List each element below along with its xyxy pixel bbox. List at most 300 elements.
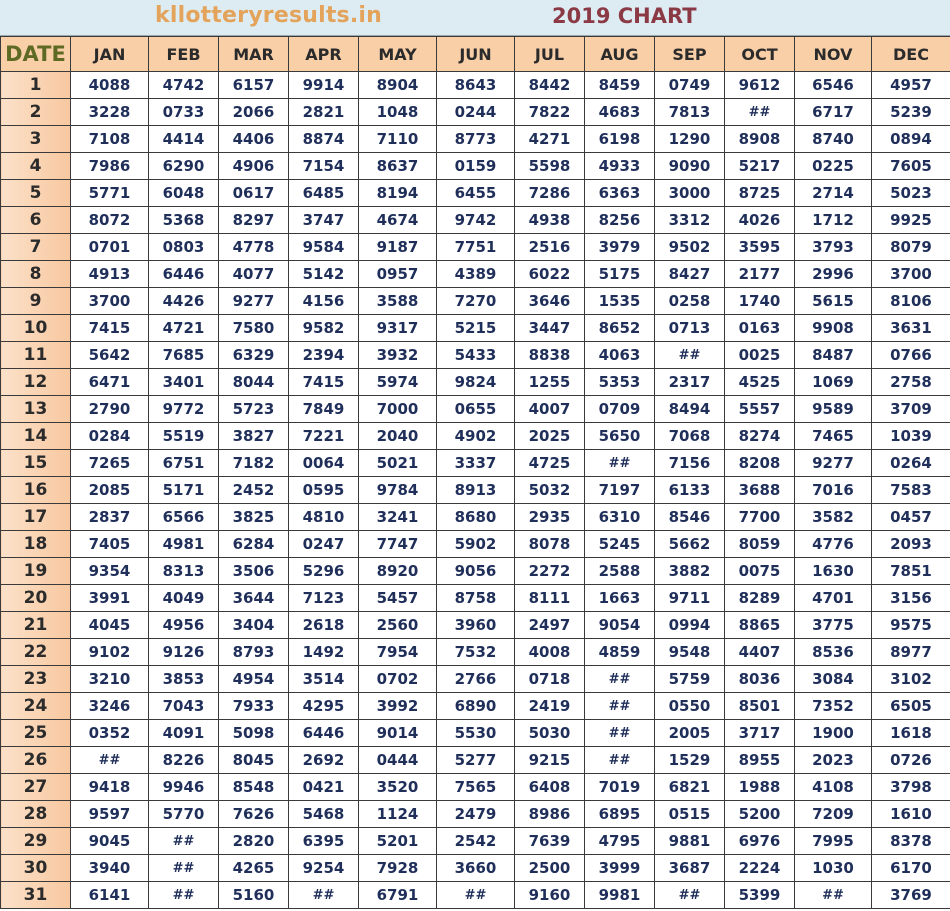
month-header-sep: SEP xyxy=(655,37,725,72)
result-cell: 4906 xyxy=(219,153,289,180)
result-cell: 5245 xyxy=(585,531,655,558)
result-cell: 7352 xyxy=(795,693,872,720)
result-cell: 5642 xyxy=(71,342,149,369)
table-row xyxy=(1,315,950,342)
table-row xyxy=(1,450,950,477)
result-cell: 0244 xyxy=(437,99,515,126)
month-header-jan: JAN xyxy=(71,37,149,72)
result-cell: 2272 xyxy=(515,558,585,585)
chart-title: 2019 CHART xyxy=(552,4,697,28)
result-cell: 5615 xyxy=(795,288,872,315)
result-cell: 9160 xyxy=(515,882,585,909)
result-cell: 5902 xyxy=(437,531,515,558)
result-cell: 5098 xyxy=(219,720,289,747)
result-cell: 3337 xyxy=(437,450,515,477)
result-cell: 9054 xyxy=(585,612,655,639)
result-cell: 8773 xyxy=(437,126,515,153)
result-cell: 0595 xyxy=(289,477,359,504)
result-cell: 2224 xyxy=(725,855,795,882)
result-cell: 8427 xyxy=(655,261,725,288)
date-cell: 30 xyxy=(1,855,71,882)
result-cell: 7068 xyxy=(655,423,725,450)
result-cell: 7933 xyxy=(219,693,289,720)
result-cell: 5399 xyxy=(725,882,795,909)
result-cell: 8078 xyxy=(515,531,585,558)
result-cell: 0352 xyxy=(71,720,149,747)
month-header-mar: MAR xyxy=(219,37,289,72)
result-cell: 1740 xyxy=(725,288,795,315)
date-cell: 14 xyxy=(1,423,71,450)
date-cell: 25 xyxy=(1,720,71,747)
result-cell: 6408 xyxy=(515,774,585,801)
result-cell: 7849 xyxy=(289,396,359,423)
month-header-jul: JUL xyxy=(515,37,585,72)
result-cell: 5171 xyxy=(149,477,219,504)
result-cell: 4295 xyxy=(289,693,359,720)
result-cell: 2758 xyxy=(872,369,950,396)
date-cell: 29 xyxy=(1,828,71,855)
result-cell: 8536 xyxy=(795,639,872,666)
result-cell: 7532 xyxy=(437,639,515,666)
result-cell: 5557 xyxy=(725,396,795,423)
month-header-feb: FEB xyxy=(149,37,219,72)
result-cell: 3769 xyxy=(872,882,950,909)
table-row xyxy=(1,288,950,315)
table-row xyxy=(1,828,950,855)
result-cell: 3646 xyxy=(515,288,585,315)
result-cell: 6446 xyxy=(289,720,359,747)
result-cell: 2766 xyxy=(437,666,515,693)
result-cell: 0994 xyxy=(655,612,725,639)
table-row xyxy=(1,801,950,828)
result-cell: 7465 xyxy=(795,423,872,450)
result-cell: 8977 xyxy=(872,639,950,666)
result-cell: 7415 xyxy=(289,369,359,396)
table-row xyxy=(1,207,950,234)
result-cell: 2516 xyxy=(515,234,585,261)
result-cell: 2066 xyxy=(219,99,289,126)
result-cell: 4938 xyxy=(515,207,585,234)
result-cell: 7626 xyxy=(219,801,289,828)
date-cell: 17 xyxy=(1,504,71,531)
result-cell: 6133 xyxy=(655,477,725,504)
date-cell: 9 xyxy=(1,288,71,315)
result-cell: 7605 xyxy=(872,153,950,180)
result-cell: 7209 xyxy=(795,801,872,828)
header-row xyxy=(1,37,950,72)
result-cell: 8725 xyxy=(725,180,795,207)
result-cell: 3582 xyxy=(795,504,872,531)
table-row xyxy=(1,531,950,558)
result-cell: 9215 xyxy=(515,747,585,774)
result-cell: 1988 xyxy=(725,774,795,801)
date-cell: 24 xyxy=(1,693,71,720)
result-cell: 3000 xyxy=(655,180,725,207)
date-cell: 7 xyxy=(1,234,71,261)
date-cell: 16 xyxy=(1,477,71,504)
date-cell: 23 xyxy=(1,666,71,693)
result-cell: 9908 xyxy=(795,315,872,342)
result-cell: 1712 xyxy=(795,207,872,234)
result-cell: 3991 xyxy=(71,585,149,612)
result-cell: 3688 xyxy=(725,477,795,504)
result-cell: 3827 xyxy=(219,423,289,450)
result-cell: 3940 xyxy=(71,855,149,882)
result-cell: 4091 xyxy=(149,720,219,747)
table-row xyxy=(1,369,950,396)
result-cell: 8643 xyxy=(437,72,515,99)
result-cell: 6566 xyxy=(149,504,219,531)
result-cell: 0421 xyxy=(289,774,359,801)
result-cell: 9981 xyxy=(585,882,655,909)
result-cell: 8079 xyxy=(872,234,950,261)
result-cell: 4525 xyxy=(725,369,795,396)
result-cell: 3506 xyxy=(219,558,289,585)
result-cell: 7019 xyxy=(585,774,655,801)
month-header-jun: JUN xyxy=(437,37,515,72)
result-cell: 8208 xyxy=(725,450,795,477)
result-cell: 3595 xyxy=(725,234,795,261)
result-cell: 4810 xyxy=(289,504,359,531)
result-cell: 4933 xyxy=(585,153,655,180)
result-cell: 2479 xyxy=(437,801,515,828)
result-cell: 6895 xyxy=(585,801,655,828)
table-row xyxy=(1,693,950,720)
result-cell: 7265 xyxy=(71,450,149,477)
result-cell: 6363 xyxy=(585,180,655,207)
result-cell: 6485 xyxy=(289,180,359,207)
result-cell: 3210 xyxy=(71,666,149,693)
missing-result-cell: ## xyxy=(585,666,655,693)
table-row xyxy=(1,558,950,585)
result-cell: 6751 xyxy=(149,450,219,477)
result-cell: 8740 xyxy=(795,126,872,153)
result-cell: 4426 xyxy=(149,288,219,315)
table-row xyxy=(1,342,950,369)
result-cell: 8378 xyxy=(872,828,950,855)
result-cell: 4674 xyxy=(359,207,437,234)
result-cell: 3246 xyxy=(71,693,149,720)
missing-result-cell: ## xyxy=(585,693,655,720)
result-cell: 4957 xyxy=(872,72,950,99)
result-cell: 7221 xyxy=(289,423,359,450)
table-row xyxy=(1,882,950,909)
result-cell: 1124 xyxy=(359,801,437,828)
result-cell: 0766 xyxy=(872,342,950,369)
result-cell: 9582 xyxy=(289,315,359,342)
result-cell: 8548 xyxy=(219,774,289,801)
result-cell: 5023 xyxy=(872,180,950,207)
result-cell: 8986 xyxy=(515,801,585,828)
result-cell: 3775 xyxy=(795,612,872,639)
result-cell: 9277 xyxy=(795,450,872,477)
date-cell: 18 xyxy=(1,531,71,558)
result-cell: 8106 xyxy=(872,288,950,315)
result-cell: 6329 xyxy=(219,342,289,369)
result-cell: 7156 xyxy=(655,450,725,477)
result-cell: 5201 xyxy=(359,828,437,855)
result-cell: 6546 xyxy=(795,72,872,99)
result-cell: 8072 xyxy=(71,207,149,234)
result-cell: 0025 xyxy=(725,342,795,369)
result-cell: 9056 xyxy=(437,558,515,585)
result-cell: 6170 xyxy=(872,855,950,882)
result-cell: 2085 xyxy=(71,477,149,504)
result-cell: 5160 xyxy=(219,882,289,909)
result-cell: 6022 xyxy=(515,261,585,288)
result-cell: 7747 xyxy=(359,531,437,558)
result-cell: 5296 xyxy=(289,558,359,585)
result-cell: 5770 xyxy=(149,801,219,828)
result-cell: 4913 xyxy=(71,261,149,288)
missing-result-cell: ## xyxy=(437,882,515,909)
result-cell: 9502 xyxy=(655,234,725,261)
result-cell: 1663 xyxy=(585,585,655,612)
result-cell: 6890 xyxy=(437,693,515,720)
result-cell: 0749 xyxy=(655,72,725,99)
result-cell: 5239 xyxy=(872,99,950,126)
result-cell: 1610 xyxy=(872,801,950,828)
result-cell: 1069 xyxy=(795,369,872,396)
result-cell: 1290 xyxy=(655,126,725,153)
result-cell: 3404 xyxy=(219,612,289,639)
result-cell: 3156 xyxy=(872,585,950,612)
result-cell: 8680 xyxy=(437,504,515,531)
result-cell: 5974 xyxy=(359,369,437,396)
result-cell: 0163 xyxy=(725,315,795,342)
result-cell: 4742 xyxy=(149,72,219,99)
result-cell: 7108 xyxy=(71,126,149,153)
result-cell: 7270 xyxy=(437,288,515,315)
result-cell: 8459 xyxy=(585,72,655,99)
result-cell: 3700 xyxy=(872,261,950,288)
result-cell: 4683 xyxy=(585,99,655,126)
result-cell: 0803 xyxy=(149,234,219,261)
result-cell: 6446 xyxy=(149,261,219,288)
result-cell: 9784 xyxy=(359,477,437,504)
date-cell: 26 xyxy=(1,747,71,774)
result-cell: 3853 xyxy=(149,666,219,693)
result-cell: 8955 xyxy=(725,747,795,774)
result-cell: 3660 xyxy=(437,855,515,882)
result-cell: 6048 xyxy=(149,180,219,207)
result-cell: 8908 xyxy=(725,126,795,153)
site-name: kllotteryresults.in xyxy=(155,3,383,28)
result-cell: 5598 xyxy=(515,153,585,180)
table-row xyxy=(1,423,950,450)
result-cell: 3798 xyxy=(872,774,950,801)
result-cell: 3644 xyxy=(219,585,289,612)
result-cell: 3793 xyxy=(795,234,872,261)
result-cell: 0064 xyxy=(289,450,359,477)
result-cell: 6284 xyxy=(219,531,289,558)
result-cell: 4407 xyxy=(725,639,795,666)
result-cell: 2317 xyxy=(655,369,725,396)
result-cell: 2394 xyxy=(289,342,359,369)
result-cell: 2419 xyxy=(515,693,585,720)
result-cell: 1529 xyxy=(655,747,725,774)
result-cell: 9612 xyxy=(725,72,795,99)
result-cell: 8059 xyxy=(725,531,795,558)
result-cell: 8904 xyxy=(359,72,437,99)
result-cell: 5021 xyxy=(359,450,437,477)
result-cell: 5353 xyxy=(585,369,655,396)
month-header-may: MAY xyxy=(359,37,437,72)
result-cell: 7822 xyxy=(515,99,585,126)
result-cell: 9254 xyxy=(289,855,359,882)
result-cell: 0247 xyxy=(289,531,359,558)
result-cell: 4271 xyxy=(515,126,585,153)
result-cell: 9418 xyxy=(71,774,149,801)
result-cell: 5457 xyxy=(359,585,437,612)
result-cell: 1030 xyxy=(795,855,872,882)
result-cell: 5519 xyxy=(149,423,219,450)
result-cell: 8313 xyxy=(149,558,219,585)
result-cell: 3312 xyxy=(655,207,725,234)
result-cell: 8274 xyxy=(725,423,795,450)
result-cell: 2452 xyxy=(219,477,289,504)
result-cell: 7016 xyxy=(795,477,872,504)
result-cell: 4265 xyxy=(219,855,289,882)
missing-result-cell: ## xyxy=(795,882,872,909)
result-cell: 3401 xyxy=(149,369,219,396)
table-row xyxy=(1,639,950,666)
date-cell: 22 xyxy=(1,639,71,666)
date-cell: 6 xyxy=(1,207,71,234)
result-cell: 0702 xyxy=(359,666,437,693)
result-cell: 0444 xyxy=(359,747,437,774)
result-cell: 7954 xyxy=(359,639,437,666)
result-cell: 5723 xyxy=(219,396,289,423)
result-cell: 6395 xyxy=(289,828,359,855)
result-cell: 2820 xyxy=(219,828,289,855)
result-cell: 1255 xyxy=(515,369,585,396)
table-row xyxy=(1,774,950,801)
result-cell: 3687 xyxy=(655,855,725,882)
result-cell: 4406 xyxy=(219,126,289,153)
result-cell: 0709 xyxy=(585,396,655,423)
result-cell: 0713 xyxy=(655,315,725,342)
result-cell: 0894 xyxy=(872,126,950,153)
table-row xyxy=(1,855,950,882)
result-cell: 8546 xyxy=(655,504,725,531)
result-cell: 4063 xyxy=(585,342,655,369)
result-cell: 4045 xyxy=(71,612,149,639)
result-cell: 2618 xyxy=(289,612,359,639)
result-cell: 9187 xyxy=(359,234,437,261)
result-cell: 9317 xyxy=(359,315,437,342)
result-cell: 8913 xyxy=(437,477,515,504)
result-cell: 4088 xyxy=(71,72,149,99)
result-cell: 9914 xyxy=(289,72,359,99)
result-cell: 1900 xyxy=(795,720,872,747)
table-row xyxy=(1,585,950,612)
result-cell: 9575 xyxy=(872,612,950,639)
month-header-dec: DEC xyxy=(872,37,950,72)
result-cell: 2790 xyxy=(71,396,149,423)
result-cell: 2837 xyxy=(71,504,149,531)
table-row xyxy=(1,261,950,288)
result-cell: 7286 xyxy=(515,180,585,207)
result-cell: 7197 xyxy=(585,477,655,504)
result-cell: 0733 xyxy=(149,99,219,126)
result-cell: 5277 xyxy=(437,747,515,774)
lottery-results-table xyxy=(0,36,950,909)
table-row xyxy=(1,666,950,693)
missing-result-cell: ## xyxy=(149,855,219,882)
missing-result-cell: ## xyxy=(585,747,655,774)
result-cell: 0655 xyxy=(437,396,515,423)
result-cell: 4008 xyxy=(515,639,585,666)
result-cell: 4389 xyxy=(437,261,515,288)
result-cell: 3520 xyxy=(359,774,437,801)
missing-result-cell: ## xyxy=(585,450,655,477)
result-cell: 2497 xyxy=(515,612,585,639)
missing-result-cell: ## xyxy=(149,828,219,855)
result-cell: 0515 xyxy=(655,801,725,828)
table-row xyxy=(1,747,950,774)
date-cell: 20 xyxy=(1,585,71,612)
result-cell: 0457 xyxy=(872,504,950,531)
result-cell: 0225 xyxy=(795,153,872,180)
result-cell: 0718 xyxy=(515,666,585,693)
result-cell: 2177 xyxy=(725,261,795,288)
result-cell: 9589 xyxy=(795,396,872,423)
result-cell: 9102 xyxy=(71,639,149,666)
result-cell: 7995 xyxy=(795,828,872,855)
result-cell: 6471 xyxy=(71,369,149,396)
result-cell: 8044 xyxy=(219,369,289,396)
result-cell: 8920 xyxy=(359,558,437,585)
result-cell: 2935 xyxy=(515,504,585,531)
result-cell: 3588 xyxy=(359,288,437,315)
result-cell: 2025 xyxy=(515,423,585,450)
result-cell: 5368 xyxy=(149,207,219,234)
result-cell: 7182 xyxy=(219,450,289,477)
result-cell: 5217 xyxy=(725,153,795,180)
result-cell: 7110 xyxy=(359,126,437,153)
result-cell: 9946 xyxy=(149,774,219,801)
result-cell: 7700 xyxy=(725,504,795,531)
result-cell: 8297 xyxy=(219,207,289,234)
date-cell: 15 xyxy=(1,450,71,477)
result-cell: 7813 xyxy=(655,99,725,126)
result-cell: 6976 xyxy=(725,828,795,855)
table-row xyxy=(1,72,950,99)
date-cell: 19 xyxy=(1,558,71,585)
result-cell: 2005 xyxy=(655,720,725,747)
date-cell: 2 xyxy=(1,99,71,126)
result-cell: 4956 xyxy=(149,612,219,639)
result-cell: 9548 xyxy=(655,639,725,666)
result-cell: 5468 xyxy=(289,801,359,828)
date-cell: 27 xyxy=(1,774,71,801)
result-cell: 6290 xyxy=(149,153,219,180)
result-cell: 3631 xyxy=(872,315,950,342)
result-cell: 5175 xyxy=(585,261,655,288)
result-cell: 6141 xyxy=(71,882,149,909)
table-row xyxy=(1,126,950,153)
result-cell: 6157 xyxy=(219,72,289,99)
result-cell: 2023 xyxy=(795,747,872,774)
result-cell: 3102 xyxy=(872,666,950,693)
result-cell: 8838 xyxy=(515,342,585,369)
result-cell: 4721 xyxy=(149,315,219,342)
result-cell: 3717 xyxy=(725,720,795,747)
result-cell: 7000 xyxy=(359,396,437,423)
date-column-header: DATE xyxy=(1,37,71,72)
result-cell: 1535 xyxy=(585,288,655,315)
